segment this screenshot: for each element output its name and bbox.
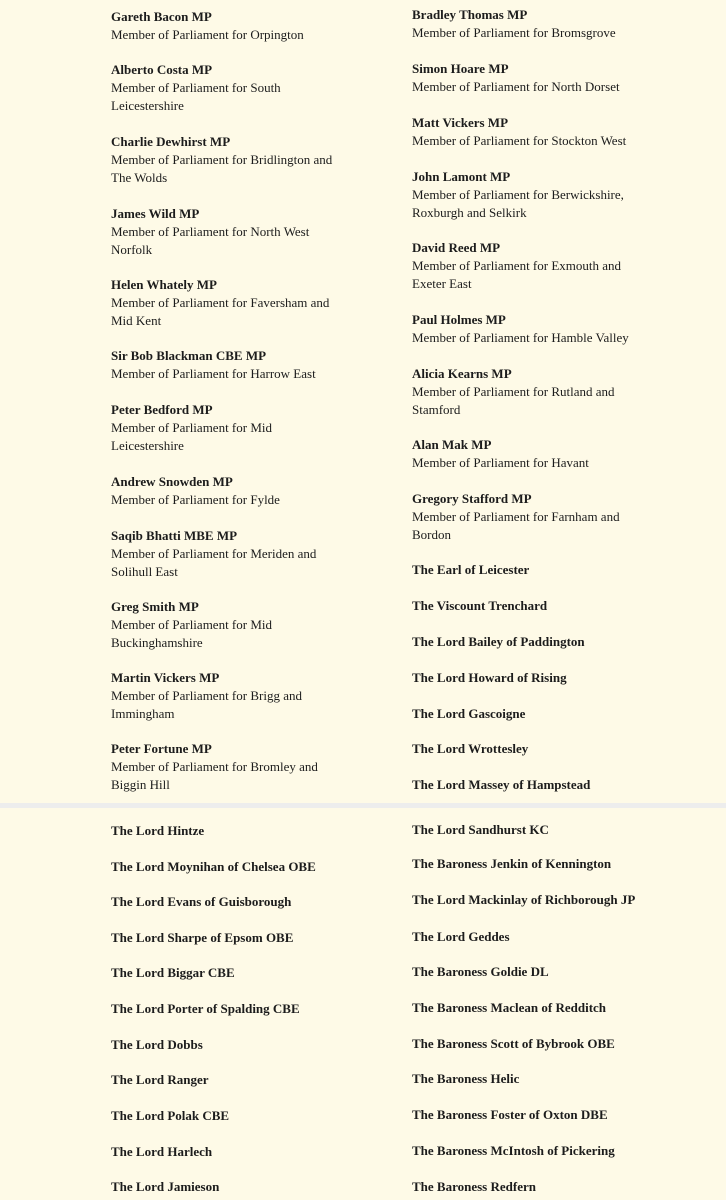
signatory-entry xyxy=(111,133,351,187)
peer-name: The Lord Bailey of Paddington xyxy=(412,634,585,649)
signatory-name: Gareth Bacon MP xyxy=(111,9,212,24)
signatory-entry xyxy=(111,598,311,652)
peer-name: The Lord Geddes xyxy=(412,929,510,944)
signatory-entry xyxy=(412,436,652,472)
signatory-entry xyxy=(111,347,351,383)
peer-name: The Lord Porter of Spalding CBE xyxy=(111,1001,300,1016)
peer-name: The Lord Jamieson xyxy=(111,1179,220,1194)
signatory-name: Martin Vickers MP xyxy=(111,670,220,685)
peer-name: The Lord Gascoigne xyxy=(412,706,526,721)
signatory-constituency: Member of Parliament for Bromley and Biggin Hill xyxy=(111,759,318,792)
signatory-constituency: Member of Parliament for Fylde xyxy=(111,492,280,507)
signatory-name: Peter Fortune MP xyxy=(111,741,212,756)
peer-name: The Lord Massey of Hampstead xyxy=(412,777,591,792)
signatory-entry xyxy=(111,276,346,330)
signatory-entry xyxy=(111,61,306,115)
peer-name: The Lord Dobbs xyxy=(111,1037,203,1052)
peer-name: The Lord Ranger xyxy=(111,1072,209,1087)
signatory-constituency: Member of Parliament for Hamble Valley xyxy=(412,330,629,345)
signatory-constituency: Member of Parliament for Exmouth and Exeter East xyxy=(412,258,622,291)
signatory-entry xyxy=(111,527,343,581)
signatory-name: Andrew Snowden MP xyxy=(111,474,233,489)
signatory-name: Charlie Dewhirst MP xyxy=(111,134,231,149)
peer-name: The Lord Moynihan of Chelsea OBE xyxy=(111,859,316,874)
signatory-entry xyxy=(412,168,672,222)
signatory-entry xyxy=(412,239,642,293)
signatory-constituency: Member of Parliament for Berwickshire, Roxburgh and Selkirk xyxy=(412,187,624,220)
signatory-entry xyxy=(111,669,336,723)
peer-name: The Baroness Jenkin of Kennington xyxy=(412,856,612,871)
signatory-constituency: Member of Parliament for Farnham and Bordon xyxy=(412,509,620,542)
signatory-constituency: Member of Parliament for North Dorset xyxy=(412,79,620,94)
peer-name: The Baroness Redfern xyxy=(412,1179,536,1194)
signatory-name: Gregory Stafford MP xyxy=(412,491,532,506)
peer-name: The Lord Mackinlay of Richborough JP xyxy=(412,892,636,907)
signatory-constituency: Member of Parliament for Mid Leicestershire xyxy=(111,420,273,453)
signatory-name: Peter Bedford MP xyxy=(111,402,213,417)
signatory-entry xyxy=(111,401,311,455)
signatory-name: Alan Mak MP xyxy=(412,437,492,452)
signatory-constituency: Member of Parliament for South Leicestershire xyxy=(111,80,281,113)
signatory-constituency: Member of Parliament for Harrow East xyxy=(111,366,316,381)
signatory-entry xyxy=(412,60,652,96)
signatory-page-2 xyxy=(0,808,726,1200)
signatory-entry xyxy=(412,365,632,419)
peer-name: The Lord Sandhurst KC xyxy=(412,822,549,837)
signatory-constituency: Member of Parliament for Mid Buckinghamshire xyxy=(111,617,273,650)
signatory-constituency: Member of Parliament for Brigg and Immingham xyxy=(111,688,302,721)
signatory-name: Alicia Kearns MP xyxy=(412,366,512,381)
peer-name: The Baroness Goldie DL xyxy=(412,964,549,979)
signatory-name: Helen Whately MP xyxy=(111,277,217,292)
peer-name: The Lord Sharpe of Epsom OBE xyxy=(111,930,294,945)
signatory-constituency: Member of Parliament for Havant xyxy=(412,455,589,470)
signatory-entry xyxy=(412,114,652,150)
signatory-entry xyxy=(111,205,331,259)
peer-name: The Lord Harlech xyxy=(111,1144,213,1159)
peer-name: The Lord Evans of Guisborough xyxy=(111,894,292,909)
peer-name: The Baroness McIntosh of Pickering xyxy=(412,1143,615,1158)
peer-name: The Baroness Helic xyxy=(412,1071,520,1086)
peer-name: The Earl of Leicester xyxy=(412,562,530,577)
signatory-entry xyxy=(412,490,637,544)
signatory-name: Matt Vickers MP xyxy=(412,115,509,130)
peer-name: The Lord Polak CBE xyxy=(111,1108,230,1123)
signatory-constituency: Member of Parliament for Rutland and Stamford xyxy=(412,384,615,417)
signatory-entry xyxy=(111,8,331,44)
peer-name: The Baroness Maclean of Redditch xyxy=(412,1000,607,1015)
peer-name: The Lord Biggar CBE xyxy=(111,965,235,980)
peer-name: The Lord Wrottesley xyxy=(412,741,529,756)
signatory-constituency: Member of Parliament for Stockton West xyxy=(412,133,627,148)
signatory-name: Sir Bob Blackman CBE MP xyxy=(111,348,267,363)
signatory-constituency: Member of Parliament for Meriden and Solihull East xyxy=(111,546,317,579)
signatory-name: Paul Holmes MP xyxy=(412,312,506,327)
signatory-name: Saqib Bhatti MBE MP xyxy=(111,528,238,543)
peer-name: The Baroness Foster of Oxton DBE xyxy=(412,1107,608,1122)
signatory-name: David Reed MP xyxy=(412,240,501,255)
peer-name: The Baroness Scott of Bybrook OBE xyxy=(412,1036,615,1051)
signatory-name: James Wild MP xyxy=(111,206,200,221)
signatory-entry xyxy=(111,473,351,509)
signatory-constituency: Member of Parliament for Faversham and Mid Kent xyxy=(111,295,330,328)
signatory-name: Alberto Costa MP xyxy=(111,62,213,77)
signatory-entry xyxy=(111,740,343,794)
signatory-constituency: Member of Parliament for Bridlington and The Wolds xyxy=(111,152,333,185)
signatory-name: Simon Hoare MP xyxy=(412,61,509,76)
signatory-constituency: Member of Parliament for North West Norfolk xyxy=(111,224,310,257)
signatory-entry xyxy=(412,6,652,42)
signatory-constituency: Member of Parliament for Orpington xyxy=(111,27,304,42)
signatory-name: Greg Smith MP xyxy=(111,599,199,614)
signatory-entry xyxy=(412,311,652,347)
peer-name: The Viscount Trenchard xyxy=(412,598,548,613)
signatory-name: John Lamont MP xyxy=(412,169,511,184)
signatory-constituency: Member of Parliament for Bromsgrove xyxy=(412,25,616,40)
signatory-name: Bradley Thomas MP xyxy=(412,7,528,22)
peer-name: The Lord Hintze xyxy=(111,823,205,838)
peer-name: The Lord Howard of Rising xyxy=(412,670,567,685)
